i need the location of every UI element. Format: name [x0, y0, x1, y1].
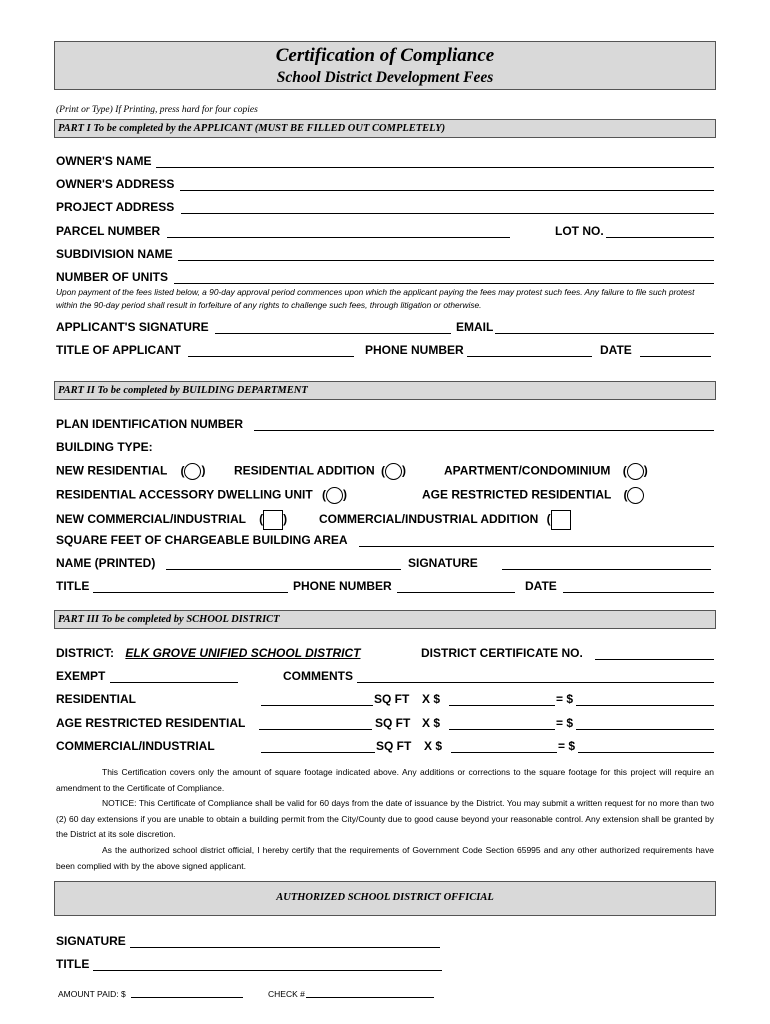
- official-title-label: TITLE: [56, 957, 90, 971]
- email-field[interactable]: [495, 321, 714, 334]
- fee-commercial-sqft[interactable]: [261, 740, 375, 753]
- commercial-addition-option[interactable]: COMMERCIAL/INDUSTRIAL ADDITION (: [319, 510, 571, 530]
- title-of-applicant-label: TITLE OF APPLICANT: [56, 343, 181, 357]
- fee-residential-sqft[interactable]: [261, 693, 373, 706]
- project-address-label: PROJECT ADDRESS: [56, 200, 175, 214]
- residential-addition-radio[interactable]: [385, 463, 402, 480]
- bd-signature-field[interactable]: [502, 557, 711, 570]
- plan-id-label: PLAN IDENTIFICATION NUMBER: [56, 417, 244, 431]
- owners-name-field[interactable]: [156, 155, 714, 168]
- part3-header: PART III To be completed by SCHOOL DISTRICT: [54, 610, 716, 629]
- owners-address-field[interactable]: [180, 178, 714, 191]
- form-title-banner: [54, 41, 716, 90]
- apartment-option[interactable]: APARTMENT/CONDOMINIUM ( ): [444, 463, 648, 480]
- date-label: DATE: [600, 343, 632, 357]
- comments-label: COMMENTS: [283, 669, 353, 683]
- fee-residential-rate[interactable]: [449, 693, 555, 706]
- comments-field[interactable]: [357, 670, 714, 683]
- new-residential-radio[interactable]: [184, 463, 201, 480]
- square-feet-label: SQUARE FEET OF CHARGEABLE BUILDING AREA: [56, 533, 348, 547]
- new-commercial-checkbox[interactable]: [263, 510, 283, 530]
- owners-name-label: OWNER'S NAME: [56, 154, 152, 168]
- apartment-radio[interactable]: [627, 463, 644, 480]
- fee-age-restricted-rate[interactable]: [449, 717, 555, 730]
- subdivision-name-field[interactable]: [178, 248, 714, 261]
- amount-paid-label: AMOUNT PAID: $: [58, 989, 126, 999]
- fee-residential-label: RESIDENTIAL: [56, 692, 137, 706]
- print-note: (Print or Type) If Printing, press hard for four copies: [56, 105, 258, 115]
- building-type-label: BUILDING TYPE:: [56, 440, 153, 454]
- fee-commercial-label: COMMERCIAL/INDUSTRIAL: [56, 739, 215, 753]
- parcel-number-field[interactable]: [167, 225, 510, 238]
- title-of-applicant-field[interactable]: [188, 344, 354, 357]
- parcel-number-label: PARCEL NUMBER: [56, 224, 161, 238]
- applicant-signature-field[interactable]: [215, 321, 451, 334]
- fee-residential-total[interactable]: [576, 693, 714, 706]
- fee-x-label: X $: [422, 692, 441, 706]
- commercial-addition-label: COMMERCIAL/INDUSTRIAL ADDITION: [319, 512, 539, 527]
- bd-title-field[interactable]: [93, 580, 288, 593]
- owners-address-label: OWNER'S ADDRESS: [56, 177, 175, 191]
- applicant-signature-label: APPLICANT'S SIGNATURE: [56, 320, 209, 334]
- bd-date-label: DATE: [525, 579, 557, 593]
- accessory-option[interactable]: RESIDENTIAL ACCESSORY DWELLING UNIT ( ): [56, 487, 347, 502]
- bd-phone-label: PHONE NUMBER: [293, 579, 392, 593]
- fee-x-label: X $: [422, 716, 441, 730]
- part1-header: PART I To be completed by the APPLICANT (MUST BE FILLED OUT COMPLETELY): [54, 119, 716, 138]
- paragraph-notice: NOTICE: This Certificate of Compliance shall be valid for 60 days from the date of issuance by the District. You may submit a written request for no more than two (2) 60 day extensions if you are unable to obtain a building permit from the City/County due to good cause beyond your reasonable control. Any extension shall be granted by the District at its sole discretion.: [56, 798, 714, 839]
- new-residential-option[interactable]: NEW RESIDENTIAL ( ): [56, 463, 205, 478]
- form-subtitle: School District Development Fees: [276, 69, 494, 86]
- number-of-units-label: NUMBER OF UNITS: [56, 270, 168, 284]
- fee-x-label: X $: [424, 739, 443, 753]
- fee-age-restricted-sqft[interactable]: [259, 717, 372, 730]
- district-cert-label: DISTRICT CERTIFICATE NO.: [421, 646, 583, 660]
- official-signature-label: SIGNATURE: [56, 934, 126, 948]
- fee-sqft-label: SQ FT: [374, 692, 410, 706]
- fee-eq-label: = $: [558, 739, 576, 753]
- form-title: Certification of Compliance: [275, 45, 495, 66]
- date-field[interactable]: [640, 344, 711, 357]
- new-commercial-label: NEW COMMERCIAL/INDUSTRIAL: [56, 512, 246, 527]
- fee-commercial-rate[interactable]: [451, 740, 557, 753]
- number-of-units-field[interactable]: [174, 271, 714, 284]
- official-header: AUTHORIZED SCHOOL DISTRICT OFFICIAL: [54, 881, 716, 916]
- paragraph-square-footage: This Certification covers only the amount of square footage indicated above. Any additions or corrections to the square footage for this project will require an amendment to the Certificate of Compliance.: [56, 767, 714, 793]
- district-label: DISTRICT:: [56, 646, 114, 660]
- part2-header: PART II To be completed by BUILDING DEPARTMENT: [54, 381, 716, 400]
- accessory-radio[interactable]: [326, 487, 343, 504]
- residential-addition-option[interactable]: RESIDENTIAL ADDITION ( ): [234, 463, 406, 480]
- fee-eq-label: = $: [556, 692, 574, 706]
- district-cert-field[interactable]: [595, 647, 714, 660]
- exempt-label: EXEMPT: [56, 669, 106, 683]
- plan-id-field[interactable]: [254, 418, 714, 431]
- email-label: EMAIL: [456, 320, 494, 334]
- project-address-field[interactable]: [181, 201, 714, 214]
- bd-title-label: TITLE: [56, 579, 90, 593]
- apartment-label: APARTMENT/CONDOMINIUM: [444, 463, 611, 478]
- phone-number-field[interactable]: [467, 344, 592, 357]
- protest-note: Upon payment of the fees listed below, a 90-day approval period commences upon which the applicant paying the fees may protest such fees. Any failure to file such protest within the 90-day period shall result in forfeiture of any rights to challenge such fees, through litigation or otherwise.: [56, 287, 695, 310]
- name-printed-label: NAME (PRINTED): [56, 556, 156, 570]
- name-printed-field[interactable]: [166, 557, 401, 570]
- subdivision-name-label: SUBDIVISION NAME: [56, 247, 173, 261]
- new-residential-label: NEW RESIDENTIAL: [56, 463, 168, 478]
- lot-no-label: LOT NO.: [555, 224, 604, 238]
- phone-number-label: PHONE NUMBER: [365, 343, 464, 357]
- age-restricted-option[interactable]: AGE RESTRICTED RESIDENTIAL (: [422, 487, 644, 504]
- bd-phone-field[interactable]: [397, 580, 515, 593]
- age-restricted-radio[interactable]: [627, 487, 644, 504]
- square-feet-field[interactable]: [359, 534, 714, 547]
- check-label: CHECK #: [268, 989, 305, 999]
- amount-paid-field[interactable]: [131, 985, 243, 998]
- commercial-addition-checkbox[interactable]: [551, 510, 571, 530]
- fee-age-restricted-total[interactable]: [576, 717, 714, 730]
- fee-age-restricted-label: AGE RESTRICTED RESIDENTIAL: [56, 716, 246, 730]
- fee-commercial-total[interactable]: [578, 740, 714, 753]
- residential-addition-label: RESIDENTIAL ADDITION: [234, 463, 375, 478]
- bd-signature-label: SIGNATURE: [408, 556, 478, 570]
- district-row: [56, 646, 360, 661]
- fee-sqft-label: SQ FT: [375, 716, 411, 730]
- lot-no-field[interactable]: [606, 225, 714, 238]
- district-name: ELK GROVE UNIFIED SCHOOL DISTRICT: [125, 646, 361, 660]
- official-title-field[interactable]: [93, 958, 442, 971]
- exempt-field[interactable]: [110, 670, 238, 683]
- fee-eq-label: = $: [556, 716, 574, 730]
- official-signature-field[interactable]: [130, 935, 440, 948]
- age-restricted-label: AGE RESTRICTED RESIDENTIAL: [422, 487, 612, 502]
- accessory-label: RESIDENTIAL ACCESSORY DWELLING UNIT: [56, 487, 313, 502]
- bd-date-field[interactable]: [563, 580, 714, 593]
- new-commercial-option[interactable]: NEW COMMERCIAL/INDUSTRIAL ( ): [56, 510, 287, 525]
- check-field[interactable]: [306, 985, 434, 998]
- fee-sqft-label: SQ FT: [376, 739, 412, 753]
- paragraph-certification: As the authorized school district official, I hereby certify that the requirements of Government Code Section 65995 and any other authorized requirements have been complied with by the above signed applicant.: [56, 845, 714, 871]
